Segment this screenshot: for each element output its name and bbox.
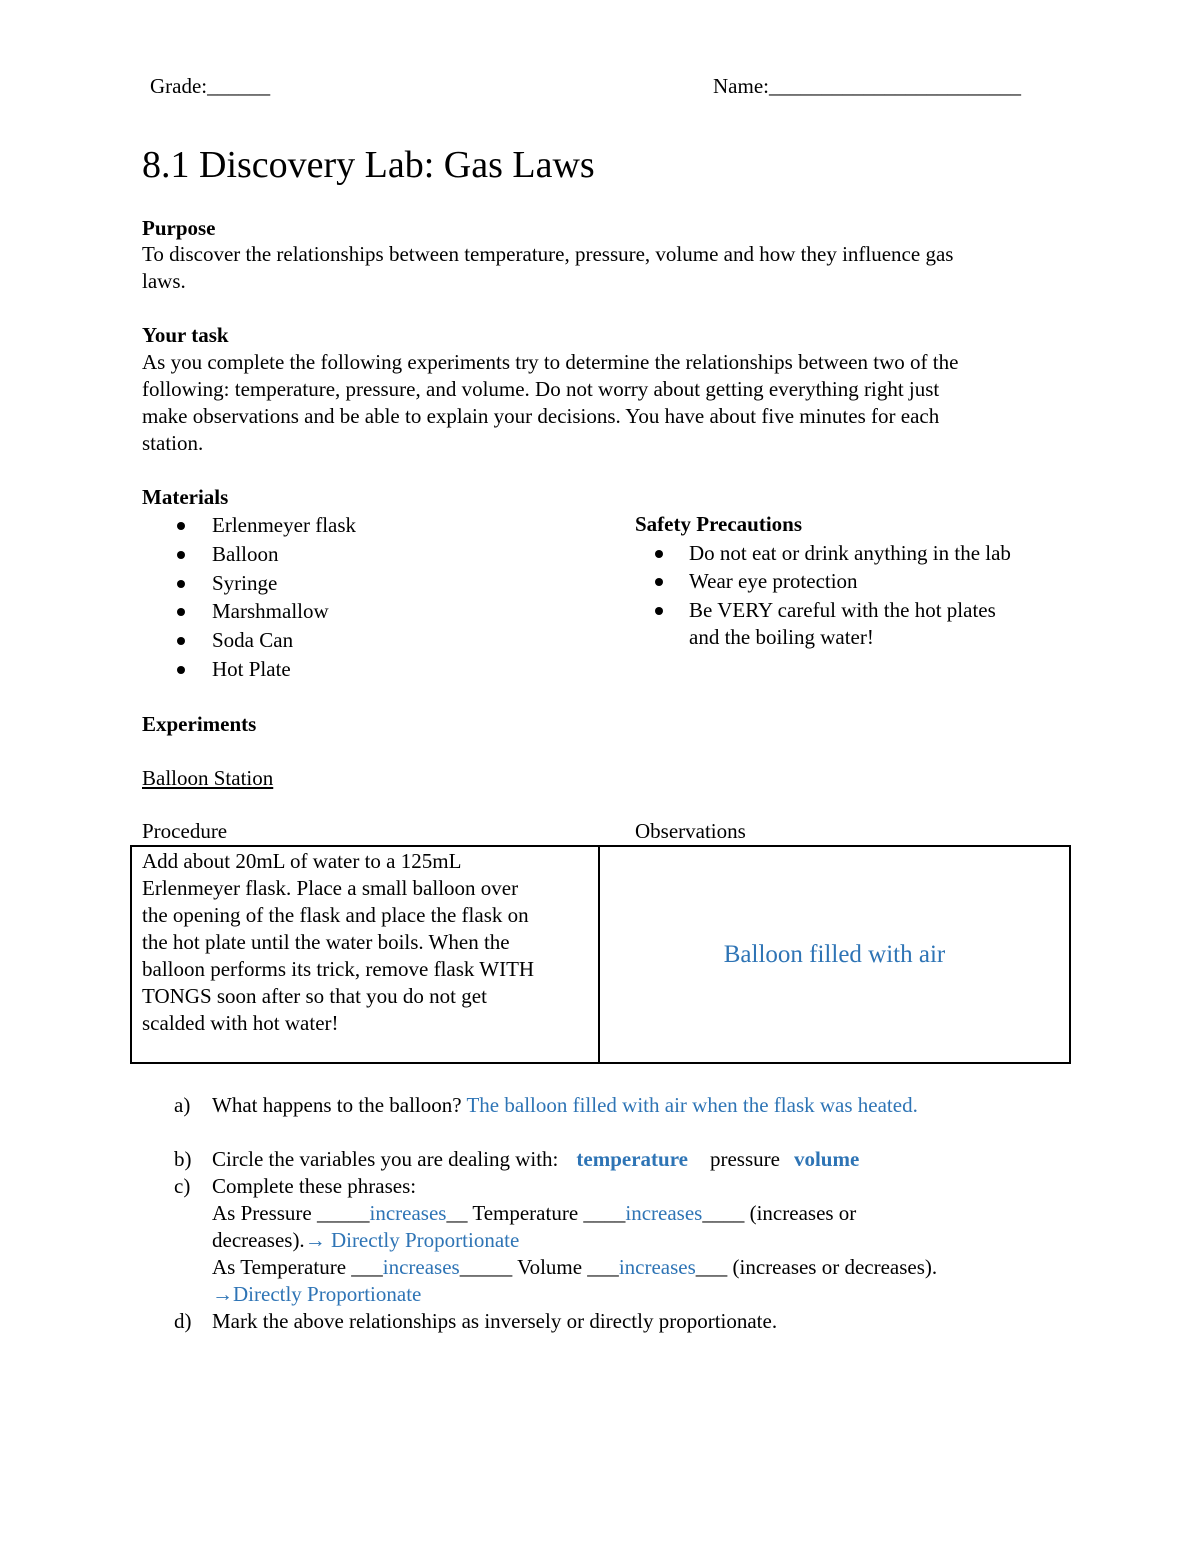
purpose-line: To discover the relationships between temperature, pressure, volume and how they influence gas (142, 242, 954, 266)
procedure-line: Erlenmeyer flask. Place a small balloon over (142, 876, 519, 900)
variable-volume: volume (793, 1147, 860, 1171)
variable-pressure: pressure (709, 1147, 780, 1171)
phrase-text: As Pressure _____ (212, 1201, 370, 1225)
safety-heading: Safety Precautions (635, 512, 803, 536)
name-field: Name:________________________ (713, 74, 1021, 98)
phrase-answer: increases (618, 1255, 696, 1279)
question-d-label: d) (174, 1309, 192, 1333)
question-c-line3 (212, 1254, 937, 1281)
task-heading: Your task (142, 323, 229, 347)
list-item: Marshmallow (212, 599, 329, 623)
question-b-text: Circle the variables you are dealing with: (212, 1147, 559, 1171)
question-a (212, 1092, 918, 1119)
station-title: Balloon Station (142, 766, 274, 790)
materials-heading: Materials (142, 485, 229, 509)
question-b-label: b) (174, 1147, 192, 1171)
phrase-answer: increases (625, 1201, 703, 1225)
purpose-heading: Purpose (142, 216, 216, 240)
variable-temperature: temperature (576, 1147, 688, 1171)
procedure-line: Add about 20mL of water to a 125mL (142, 849, 462, 873)
phrase-text: __ Temperature ____ (446, 1201, 626, 1225)
bullet-dot (177, 551, 185, 559)
question-c-line1 (212, 1200, 856, 1227)
question-c-line4: →Directly Proportionate (212, 1282, 422, 1306)
phrase-answer: → Directly Proportionate (304, 1228, 520, 1252)
task-line: make observations and be able to explain your decisions. You have about five minutes for each (142, 404, 940, 428)
phrase-text: ___ (increases or decreases). (695, 1255, 938, 1279)
list-item: Hot Plate (212, 657, 291, 681)
bullet-dot (177, 522, 185, 530)
bullet-dot (655, 607, 663, 615)
procedure-line: the opening of the flask and place the flask on (142, 903, 529, 927)
observation-answer: Balloon filled with air (723, 941, 946, 968)
question-b (212, 1146, 859, 1173)
question-c-label: c) (174, 1174, 191, 1198)
phrase-text: _____ Volume ___ (459, 1255, 619, 1279)
experiments-heading: Experiments (142, 712, 257, 736)
task-line: following: temperature, pressure, and volume. Do not worry about getting everything right just (142, 377, 940, 401)
phrase-text: As Temperature ___ (212, 1255, 383, 1279)
list-item-continuation: and the boiling water! (689, 625, 874, 649)
phrase-text: decreases). (212, 1228, 305, 1252)
bullet-dot (177, 608, 185, 616)
phrase-answer: increases (382, 1255, 460, 1279)
bullet-dot (655, 550, 663, 558)
procedure-line: TONGS soon after so that you do not get (142, 984, 487, 1008)
phrase-answer: increases (369, 1201, 447, 1225)
list-item: Syringe (212, 571, 278, 595)
phrase-text: ____ (increases or (702, 1201, 857, 1225)
question-d-text: Mark the above relationships as inversely or directly proportionate. (212, 1309, 778, 1333)
list-item: Erlenmeyer flask (212, 513, 357, 537)
bullet-dot (177, 666, 185, 674)
question-a-answer: The balloon filled with air when the flask was heated. (466, 1093, 918, 1117)
task-line: station. (142, 431, 204, 455)
list-item: Be VERY careful with the hot plates (689, 598, 996, 622)
procedure-label: Procedure (142, 819, 228, 843)
question-c-line2 (212, 1227, 519, 1254)
grade-field: Grade:______ (150, 74, 271, 98)
question-c-text: Complete these phrases: (212, 1174, 417, 1198)
question-a-label: a) (174, 1093, 191, 1117)
page-title: 8.1 Discovery Lab: Gas Laws (142, 144, 595, 186)
bullet-dot (177, 637, 185, 645)
list-item: Soda Can (212, 628, 294, 652)
procedure-line: balloon performs its trick, remove flask WITH (142, 957, 535, 981)
observations-label: Observations (635, 819, 746, 843)
question-a-text: What happens to the balloon? (212, 1093, 462, 1117)
list-item: Balloon (212, 542, 279, 566)
list-item: Do not eat or drink anything in the lab (689, 541, 1011, 565)
bullet-dot (655, 578, 663, 586)
bullet-dot (177, 580, 185, 588)
purpose-line: laws. (142, 269, 186, 293)
task-line: As you complete the following experiments try to determine the relationships between two of the (142, 350, 959, 374)
procedure-line: the hot plate until the water boils. When the (142, 930, 510, 954)
list-item: Wear eye protection (689, 569, 858, 593)
procedure-line: scalded with hot water! (142, 1011, 339, 1035)
